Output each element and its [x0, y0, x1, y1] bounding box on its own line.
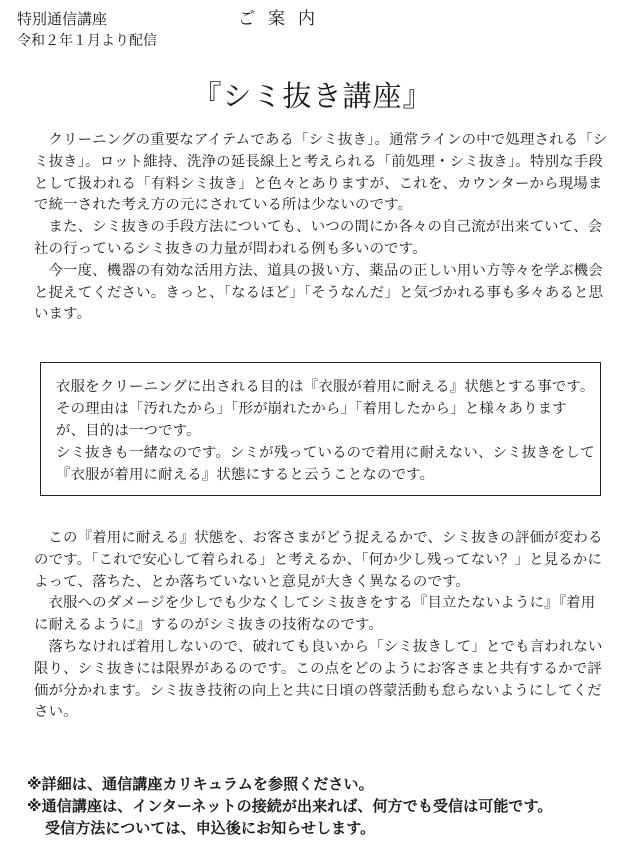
intro-paragraph-1: クリーニングの重要なアイテムである「シミ抜き」。通常ラインの中で処理される「シミ抜き」。ロット維持、洗浄の延長線上と考えられる「前処理・シミ抜き」。特別な手段として扱われる「有料シミ抜き」と色々とありますが、これを、カウンターから現場まで統一された考え方の元にされている所は少ないのです。	[34, 132, 608, 214]
second-paragraph-3: 落ちなければ着用しないので、破れても良いから「シミ抜きして」とでも言われない限り、シミ抜きには限界があるのです。この点をどのようにお客さまと共有するかで評価が分かれます。シミ抜き技術の向上と共に日頃の啓蒙活動も怠らないようにしてください。	[34, 638, 603, 721]
note-reception: ※通信講座は、インターネットの接続が出来れば、何方でも受信は可能です。	[27, 797, 553, 815]
second-paragraph-1: この『着用に耐える』状態を、お客さまがどう捉えるかで、シミ抜きの評価が変わるのです。「これで安心して着られる」と考えるか、「何か少し残ってない？」と見るかによって、落ちた、とか落ちていないと意見が大きく異なるのです。	[34, 530, 603, 590]
second-paragraph-2: 衣服へのダメージを少しでも少なくしてシミ抜きをする『目立たないように』『着用に耐えるように』するのがシミ抜きの技術なのです。	[34, 595, 596, 634]
notes-section	[27, 773, 617, 839]
start-date: 令和２年１月より配信	[17, 33, 157, 49]
course-category: 特別通信講座	[17, 10, 108, 28]
header-left	[17, 10, 157, 50]
key-point-text	[56, 376, 596, 486]
note-reception-method: 受信方法については、申込後にお知らせします。	[45, 819, 376, 837]
intro-paragraph-2: また、シミ抜きの手段方法についても、いつの間にか各々の自己流が出来ていて、会社の行っているシミ抜きの力量が問われる例も多いのです。	[34, 219, 603, 257]
intro-section	[34, 130, 609, 326]
key-point-box	[40, 362, 601, 496]
box-paragraph-1: 衣服をクリーニングに出される目的は『衣服が着用に耐える』状態とする事です。その理由は「汚れたから」「形が崩れたから」「着用したから」と様々ありますが、目的は一つです。	[56, 379, 595, 439]
intro-paragraph-3: 今一度、機器の有効な活用方法、道具の扱い方、薬品の正しい用い方等々を学ぶ機会と捉えてください。きっと、「なるほど」「そうなんだ」と気づかれる事も多々あると思います。	[34, 262, 604, 323]
second-section	[34, 528, 609, 724]
box-paragraph-2: シミ抜きも一緒なのです。シミが残っているので着用に耐えない、シミ抜きをして『衣服が着用に耐える』状態にすると云うことなのです。	[56, 445, 595, 483]
page-title: 『シミ抜き講座』	[192, 79, 433, 113]
note-curriculum: ※詳細は、通信講座カリキュラムを参照ください。	[27, 775, 374, 793]
notice-label: ご案内	[238, 9, 328, 29]
